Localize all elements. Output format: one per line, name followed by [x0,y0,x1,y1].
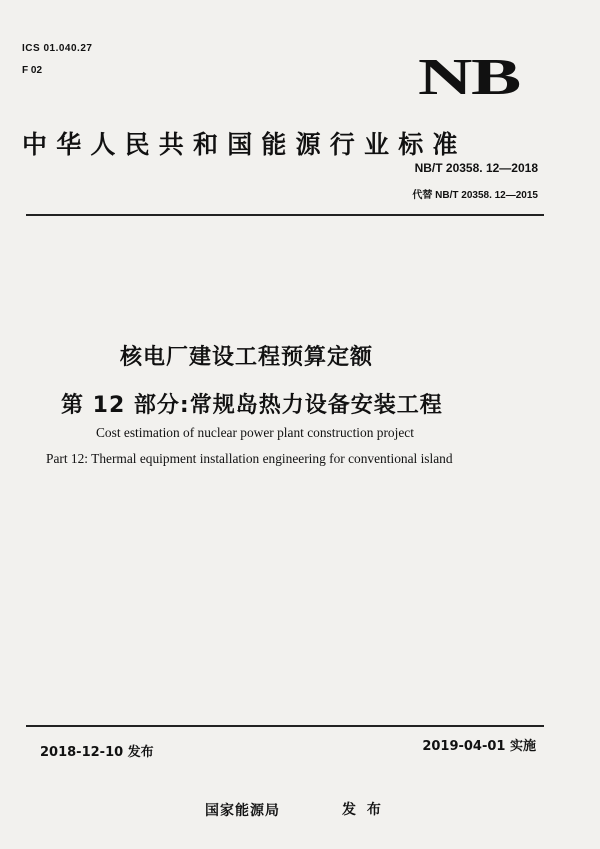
classification-code: F 02 [22,65,43,76]
standard-type-title: 中华人民共和国能源行业标准 [22,130,467,159]
title-zh-line1: 核电厂建设工程预算定额 [120,345,374,370]
title-en-line2: Part 12: Thermal equipment installation engineering for conventional island [46,451,453,466]
publisher: 国家能源局 [205,803,280,819]
replaces-standard: 代替 NB/T 20358. 12—2015 [412,190,538,201]
header-divider [26,214,544,216]
title-en-line1: Cost estimation of nuclear power plant construction project [96,425,414,440]
footer-divider [26,725,544,727]
ics-code: ICS 01.040.27 [22,43,93,54]
publish-action: 发 布 [342,802,384,818]
title-zh-line2: 第 12 部分:常规岛热力设备安装工程 [61,393,443,418]
nb-logo: NB [418,49,520,106]
standard-number: NB/T 20358. 12—2018 [414,161,538,175]
issue-date: 2018-12-10 发布 [40,745,154,760]
implementation-date: 2019-04-01 实施 [422,739,536,754]
